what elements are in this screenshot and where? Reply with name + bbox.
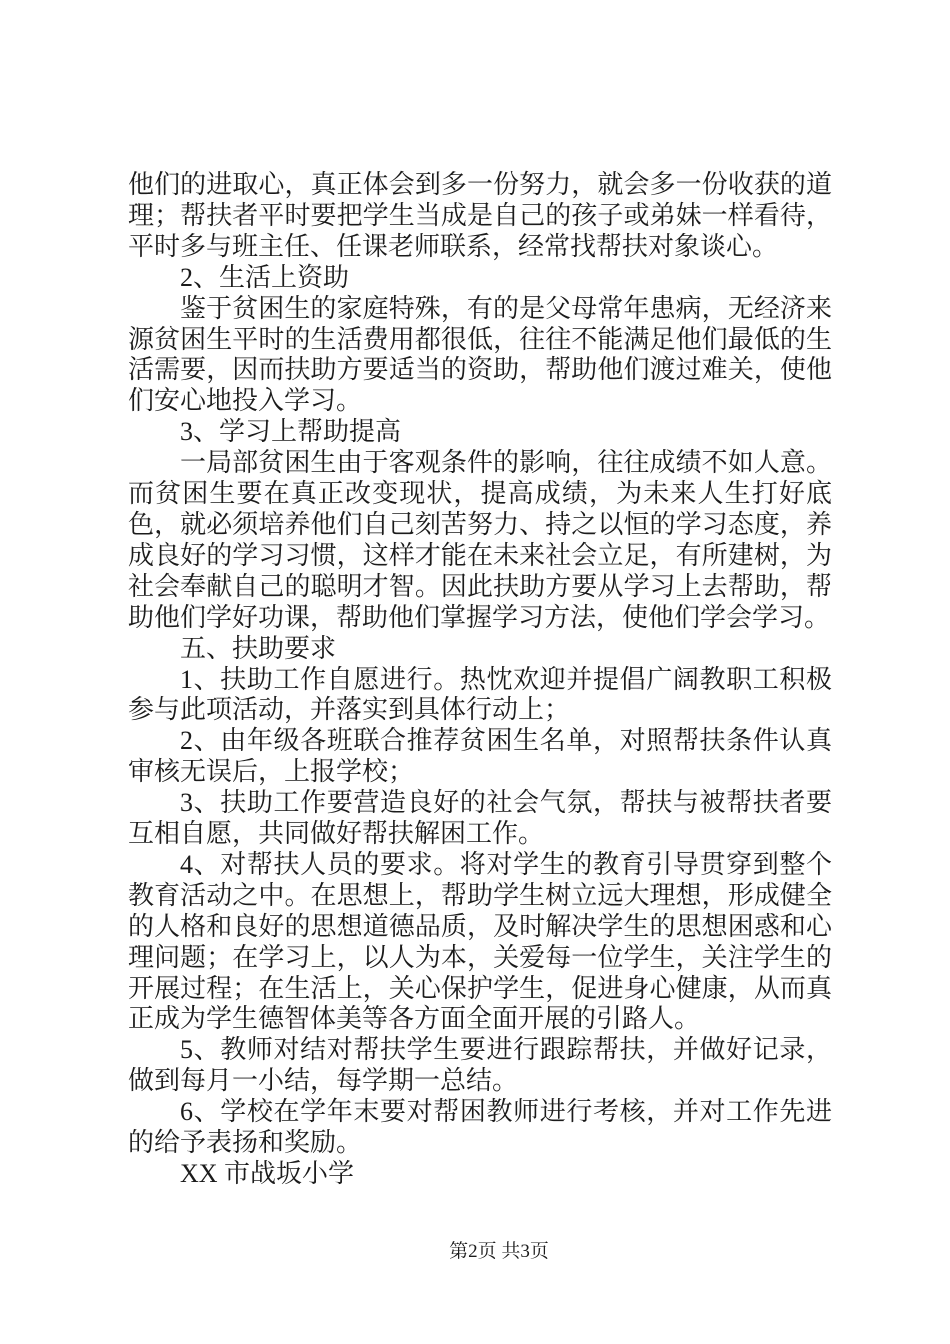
paragraph: 五、扶助要求	[180, 633, 337, 663]
paragraph: 一局部贫困生由于客观条件的影响，往往成绩不如人意。而贫困生要在真正改变现状，提高成绩，为未来人生打好底色，就必须培养他们自己刻苦努力、持之以恒的学习态度，养成良好的学习习惯，这样才能在未来社会立足，有所建树，为社会奉献自己的聪明才智。因此扶助方要从学习上去帮助，帮助他们学好功课，帮助他们掌握学习方法，使他们学会学习。	[128, 448, 832, 632]
paragraph: 3、扶助工作要营造良好的社会气氛，帮扶与被帮扶者要互相自愿，共同做好帮扶解困工作。	[128, 788, 832, 849]
paragraph: 1、扶助工作自愿进行。热忱欢迎并提倡广阔教职工积极参与此项活动，并落实到具体行动上；	[128, 664, 832, 725]
page-number-indicator: 第2页 共3页	[449, 1241, 549, 1262]
paragraph: 3、学习上帮助提高	[180, 417, 402, 447]
paragraph: 2、由年级各班联合推荐贫困生名单，对照帮扶条件认真审核无误后，上报学校；	[128, 726, 832, 787]
paragraph: 鉴于贫困生的家庭特殊，有的是父母常年患病，无经济来源贫困生平时的生活费用都很低，往往不能满足他们最低的生活需要，因而扶助方要适当的资助，帮助他们渡过难关，使他们安心地投入学习。	[128, 293, 832, 416]
document-body	[128, 170, 832, 1190]
paragraph: 4、对帮扶人员的要求。将对学生的教育引导贯穿到整个教育活动之中。在思想上，帮助学生树立远大理想，形成健全的人格和良好的思想道德品质，及时解决学生的思想困惑和心理问题；在学习上，以人为本，关爱每一位学生，关注学生的开展过程；在生活上，关心保护学生，促进身心健康，从而真正成为学生德智体美等各方面全面开展的引路人。	[128, 849, 832, 1034]
page-footer	[0, 1240, 950, 1264]
paragraph: 5、教师对结对帮扶学生要进行跟踪帮扶，并做好记录，做到每月一小结，每学期一总结。	[128, 1035, 832, 1096]
paragraph: 2、生活上资助	[180, 262, 350, 292]
paragraph: 6、学校在学年末要对帮困教师进行考核，并对工作先进的给予表扬和奖励。	[128, 1097, 832, 1158]
paragraph: XX 市战坂小学	[180, 1159, 355, 1188]
paragraph: 他们的进取心，真正体会到多一份努力，就会多一份收获的道理；帮扶者平时要把学生当成是自己的孩子或弟妹一样看待，平时多与班主任、任课老师联系，经常找帮扶对象谈心。	[128, 170, 832, 261]
